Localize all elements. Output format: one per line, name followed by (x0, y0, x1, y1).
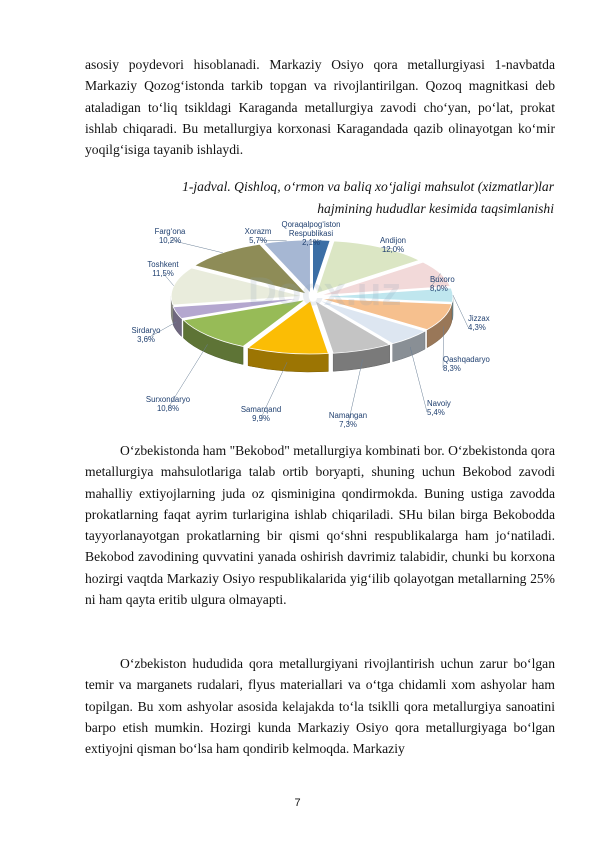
pie-leader-line (410, 347, 427, 412)
page-number: 7 (294, 797, 301, 809)
pie-slice-label: Namangan 7,3% (328, 411, 368, 429)
table-caption-line-2: hajmining hududlar kesimida taqsimlanishi (317, 201, 554, 216)
pie-slice-label: Samarqand 9,9% (240, 405, 282, 423)
pie-slice-label: Surxondaryo 10,8% (145, 395, 191, 413)
watermark-text: Docx.uz (248, 270, 402, 314)
pie-slice-label: Buxoro 8,0% (430, 275, 455, 293)
pie-slice-label: Sirdaryo 3,6% (131, 326, 161, 344)
pie-slice-label: Navoiy 5,4% (427, 399, 451, 417)
table-caption-line-1: 1-jadval. Qishloq, o‘rmon va baliq xo‘jaligi mahsulot (xizmatlar)lar (182, 179, 554, 194)
paragraph-2: O‘zbekistonda ham "Bekobod" metallurgiya kombinati bor. O‘zbekistonda qora metallurgiya mahsulotlariga talab ortib boryapti, shuning uchun Bekobod zavodi mahalliy extiyojlarning juda oz qisminigina qondirmokda. Buning ustiga zavodda prokatlarning faqat ayrim turlarigina ishlab chiqariladi. SHu bilan birga Bekobodda tayyorlanayotgan prokatlarning bir qismi qo‘shni respublikalarga ham jo‘natiladi. Bekobod zavodining quvvatini yanada oshirish davrimiz talabidir, chunki bu korxona hozirgi vaqtda Markaziy Osiyo respublikalarida yig‘ilib qolayotgan metallarning 25% ni ham qayta eritib ulgura olmayapti. (85, 443, 555, 608)
pie-slice-label: Farg‘ona 10,2% (154, 227, 186, 245)
pie-slice-label: Qashqadaryo 8,3% (443, 355, 490, 373)
paragraph-1: asosiy poydevori hisoblanadi. Markaziy Osiyo qora metallurgiyasi 1-navbatda Markaziy Qozog‘istonda tarkib topgan va rivojlantirilgan. Qozoq magnitkasi deb ataladigan to‘liq tsikldagi Karaganda metallurgiya zavodi cho‘yan, po‘lat, prokat ishlab chiqaradi. Bu metallurgiya korxonasi Karagandada qazib olinayotgan ko‘mir yoqilg‘isiga tayanib ishlaydi. (85, 57, 555, 158)
pie-slice-label: Xorazm 5,7% (244, 227, 272, 245)
paragraph-3: O‘zbekiston hududida qora metallurgiyani rivojlantirish uchun zarur bo‘lgan temir va marganets rudalari, flyus materiallari va o‘tga chidamli xom ashyolar ham topilgan. Bu xom ashyolar asosida kelajakda to‘la tsiklli qora metallurgiya sanoatini barpo etish mumkin. Hozirgi kunda Markaziy Osiyo qora metallurgiyaga bo‘lgan extiyojni qisman bo‘lsa ham qondirib kelmoqda. Markaziy (85, 656, 555, 757)
pie-slice-label: Qoraqalpog‘iston Respublikasi 2,1% (281, 220, 341, 247)
pie-leader-line (453, 295, 468, 327)
pie-slice-label: Jizzax 4,3% (468, 314, 490, 332)
pie-chart (130, 220, 500, 435)
pie-slice-label: Toshkent 11,5% (147, 260, 179, 278)
pie-slice-label: Andijon 12,0% (379, 236, 407, 254)
